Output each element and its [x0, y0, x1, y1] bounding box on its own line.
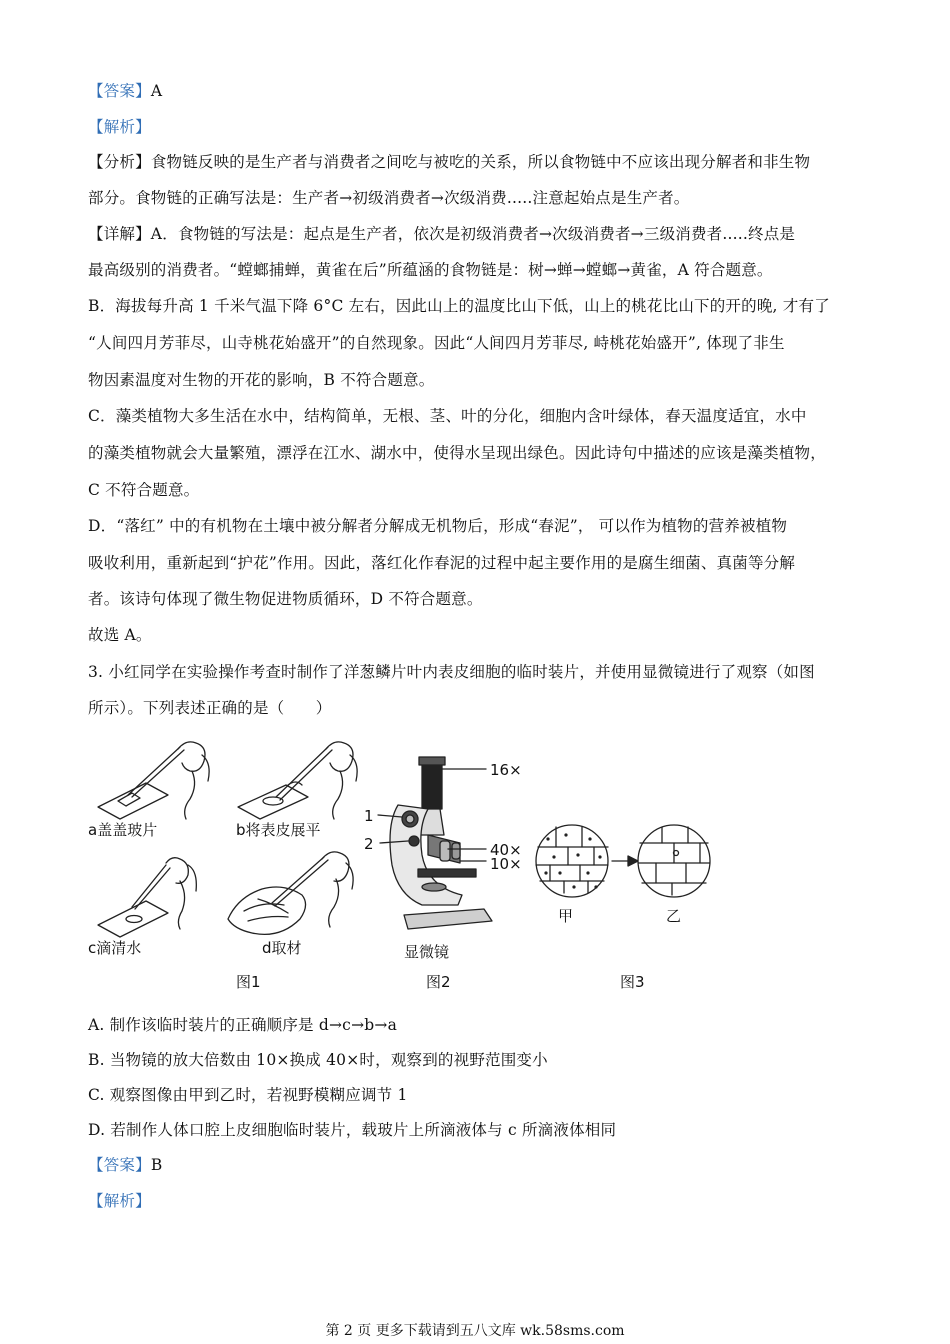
question-stem: 所示）。下列表述正确的是（ ）	[88, 699, 332, 717]
step-d-illustration	[228, 852, 353, 935]
analysis-line-2	[88, 1191, 868, 1211]
analysis-line	[88, 117, 868, 137]
text-line: 吸收利用，重新起到“护花”作用。因此，落红化作春泥的过程中起主要作用的是腐生细菌、真菌等分解	[88, 554, 796, 572]
yi-label: 乙	[666, 907, 682, 925]
answer-value: B	[150, 1156, 163, 1174]
text-line: 的藻类植物就会大量繁殖，漂浮在江水、湖水中，使得水呈现出绿色。因此诗句中描述的应该是藻类植物，	[88, 444, 826, 462]
answer-tag: 【答案】	[88, 1156, 151, 1174]
analysis-tag: 【解析】	[88, 118, 151, 136]
text-line: 【详解】A．食物链的写法是：起点是生产者，依次是初级消费者→次级消费者→三级消费者.....终点是	[88, 225, 796, 243]
experiment-figure	[88, 735, 868, 995]
page-footer: 第 2 页 更多下载请到五八文库 wk.58sms.com	[325, 1323, 625, 1339]
text-line: D．“落红” 中的有机物在土壤中被分解者分解成无机物后，形成“春泥”， 可以作为植物的营养被植物	[88, 517, 788, 535]
fig1-caption: 图1	[236, 973, 261, 991]
cells-jia-illustration	[536, 825, 608, 897]
jia-label: 甲	[558, 907, 574, 925]
option-b: B. 当物镜的放大倍数由 10×换成 40×时，观察到的视野范围变小	[88, 1051, 548, 1069]
step-c-label: c滴清水	[88, 939, 142, 957]
step-d-label: d取材	[262, 939, 302, 957]
step-c-illustration	[98, 858, 196, 937]
text-line: “人间四月芳菲尽，山寺桃花始盛开”的自然现象。因此“人间四月芳菲尽, 峙桃花始盛开”, 体现了非生	[88, 334, 785, 352]
answer-line-2	[88, 1155, 868, 1175]
text-line: 故选 A。	[88, 626, 152, 644]
text-line: 部分。食物链的正确写法是：生产者→初级消费者→次级消费.....注意起始点是生产者。	[88, 189, 690, 207]
part-2-label: 2	[364, 835, 374, 853]
step-b-label: b将表皮展平	[236, 821, 321, 839]
objective-10-label: 10×	[490, 855, 522, 873]
option-a: A. 制作该临时装片的正确顺序是 d→c→b→a	[88, 1016, 398, 1034]
microscope-illustration	[378, 757, 492, 929]
text-line: 者。该诗句体现了微生物促进物质循环，D 不符合题意。	[88, 590, 483, 608]
answer-line	[88, 81, 868, 101]
option-d: D. 若制作人体口腔上皮细胞临时装片，载玻片上所滴液体与 c 所滴液体相同	[88, 1121, 617, 1139]
arrow-head	[628, 856, 638, 866]
text-line: C 不符合题意。	[88, 481, 200, 499]
option-c: C. 观察图像由甲到乙时，若视野模糊应调节 1	[88, 1086, 408, 1104]
fig3-caption: 图3	[620, 973, 645, 991]
text-line: C．藻类植物大多生活在水中，结构简单，无根、茎、叶的分化，细胞内含叶绿体，春天温度适宜，水中	[88, 407, 807, 425]
text-line: B．海拔每升高 1 千米气温下降 6°C 左右，因此山上的温度比山下低，山上的桃花比山下的开的晚, 才有了	[88, 297, 830, 315]
analysis-tag: 【解析】	[88, 1192, 151, 1210]
step-a-label: a盖盖玻片	[88, 821, 158, 839]
part-1-label: 1	[364, 807, 374, 825]
fig2-caption: 图2	[426, 973, 451, 991]
text-line: 物因素温度对生物的开花的影响，B 不符合题意。	[88, 371, 435, 389]
step-b-illustration	[238, 742, 357, 819]
step-a-illustration	[98, 742, 209, 819]
answer-value: A	[150, 82, 163, 100]
answer-tag: 【答案】	[88, 82, 151, 100]
eyepiece-label: 16×	[490, 761, 522, 779]
microscope-label: 显微镜	[404, 943, 450, 961]
text-line: 最高级别的消费者。“螳螂捕蝉，黄雀在后”所蕴涵的食物链是：树→蝉→螳螂→黄雀，A 符合题意。	[88, 261, 773, 279]
cells-yi-illustration	[638, 825, 710, 897]
text-line: 【分析】食物链反映的是生产者与消费者之间吃与被吃的关系，所以食物链中不应该出现分解者和非生物	[88, 153, 811, 171]
question-stem: 3. 小红同学在实验操作考查时制作了洋葱鳞片叶内表皮细胞的临时装片，并使用显微镜进行了观察（如图	[88, 663, 815, 681]
objective-40-label: 40×	[490, 841, 522, 859]
